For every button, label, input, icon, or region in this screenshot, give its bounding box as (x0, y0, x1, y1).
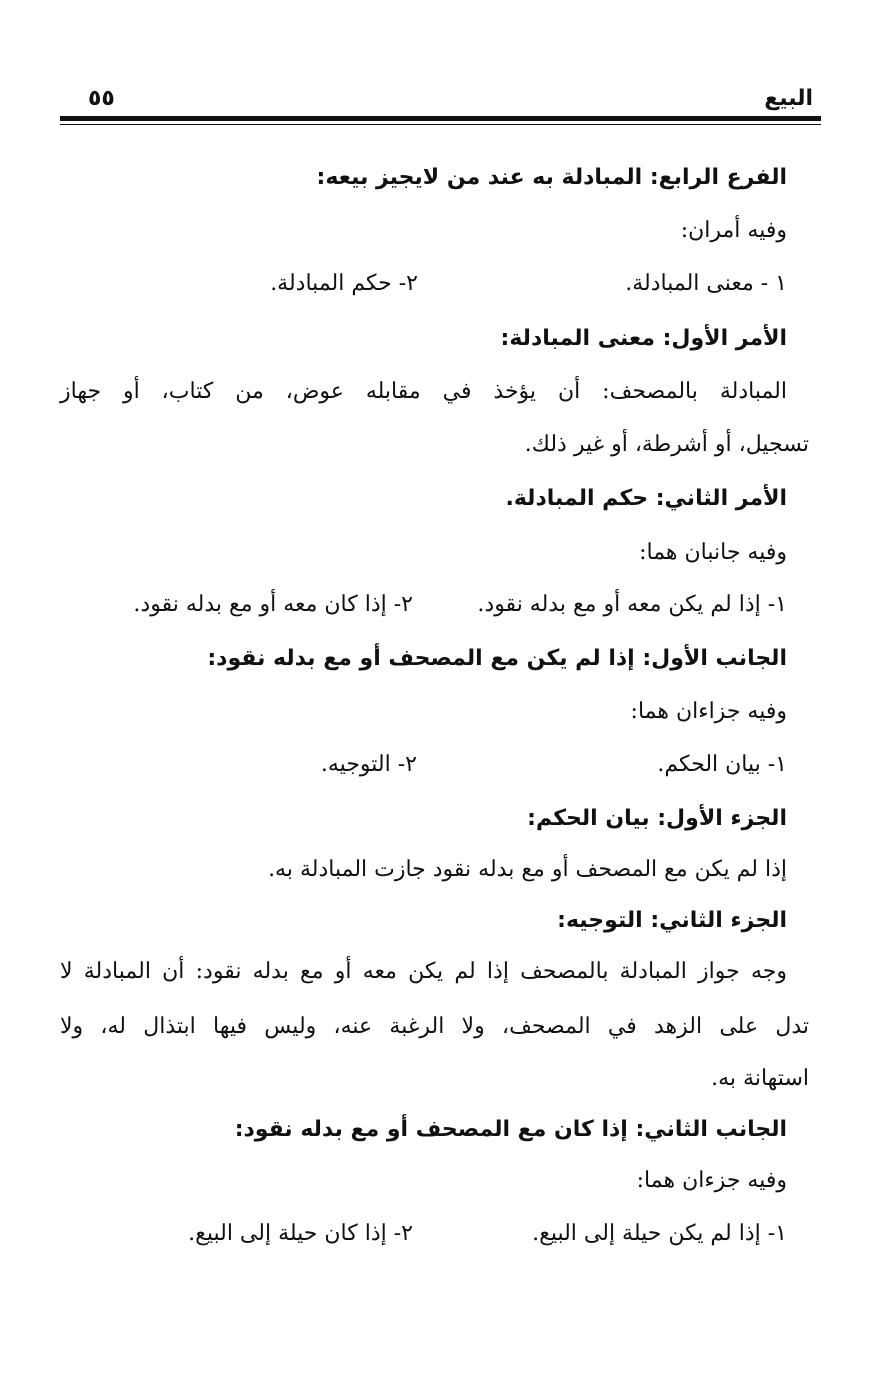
list-item: ١- إذا لم يكن حيلة إلى البيع. (532, 1221, 787, 1246)
paragraph-line: المبادلة بالمصحف: أن يؤخذ في مقابله عوض، من كتاب، أو جهاز (60, 379, 787, 404)
list-item: ١- بيان الحكم. (657, 752, 787, 777)
header-rule-thick (60, 116, 821, 121)
paragraph-line: وجه جواز المبادلة بالمصحف إذا لم يكن معه أو مع بدله نقود: أن المبادلة لا (60, 959, 787, 984)
intro-text: وفيه أمران: (680, 218, 787, 243)
list-item: ٢- إذا كان حيلة إلى البيع. (188, 1221, 413, 1246)
subheading: الجزء الثاني: التوجيه: (557, 908, 787, 933)
running-header (60, 86, 813, 116)
list-item: ١ - معنى المبادلة. (625, 271, 787, 296)
intro-text: وفيه جزاءان هما: (630, 699, 787, 724)
page-number: ٥٥ (88, 86, 115, 111)
subheading: الأمر الأول: معنى المبادلة: (500, 326, 787, 351)
header-rule-thin (60, 124, 821, 125)
list-item: ٢- التوجيه. (320, 752, 417, 777)
list-item: ٢- حكم المبادلة. (270, 271, 418, 296)
paragraph-line: تسجيل، أو أشرطة، أو غير ذلك. (524, 432, 809, 457)
subheading: الأمر الثاني: حكم المبادلة. (505, 486, 787, 511)
subheading: الجزء الأول: بيان الحكم: (527, 806, 787, 831)
intro-text: وفيه جانبان هما: (639, 540, 787, 565)
section-heading: الفرع الرابع: المبادلة به عند من لايجيز بيعه: (316, 165, 787, 190)
chapter-title: البيع (764, 86, 813, 111)
list-item: ١- إذا لم يكن معه أو مع بدله نقود. (477, 592, 787, 617)
subheading: الجانب الثاني: إذا كان مع المصحف أو مع بدله نقود: (234, 1117, 787, 1142)
paragraph-line: استهانة به. (711, 1066, 809, 1091)
intro-text: وفيه جزءان هما: (636, 1168, 787, 1193)
list-item: ٢- إذا كان معه أو مع بدله نقود. (133, 592, 413, 617)
paragraph-line: إذا لم يكن مع المصحف أو مع بدله نقود جازت المبادلة به. (268, 857, 787, 882)
paragraph-line: تدل على الزهد في المصحف، ولا الرغبة عنه، وليس فيها ابتذال له، ولا (60, 1014, 809, 1039)
subheading: الجانب الأول: إذا لم يكن مع المصحف أو مع بدله نقود: (207, 646, 787, 671)
